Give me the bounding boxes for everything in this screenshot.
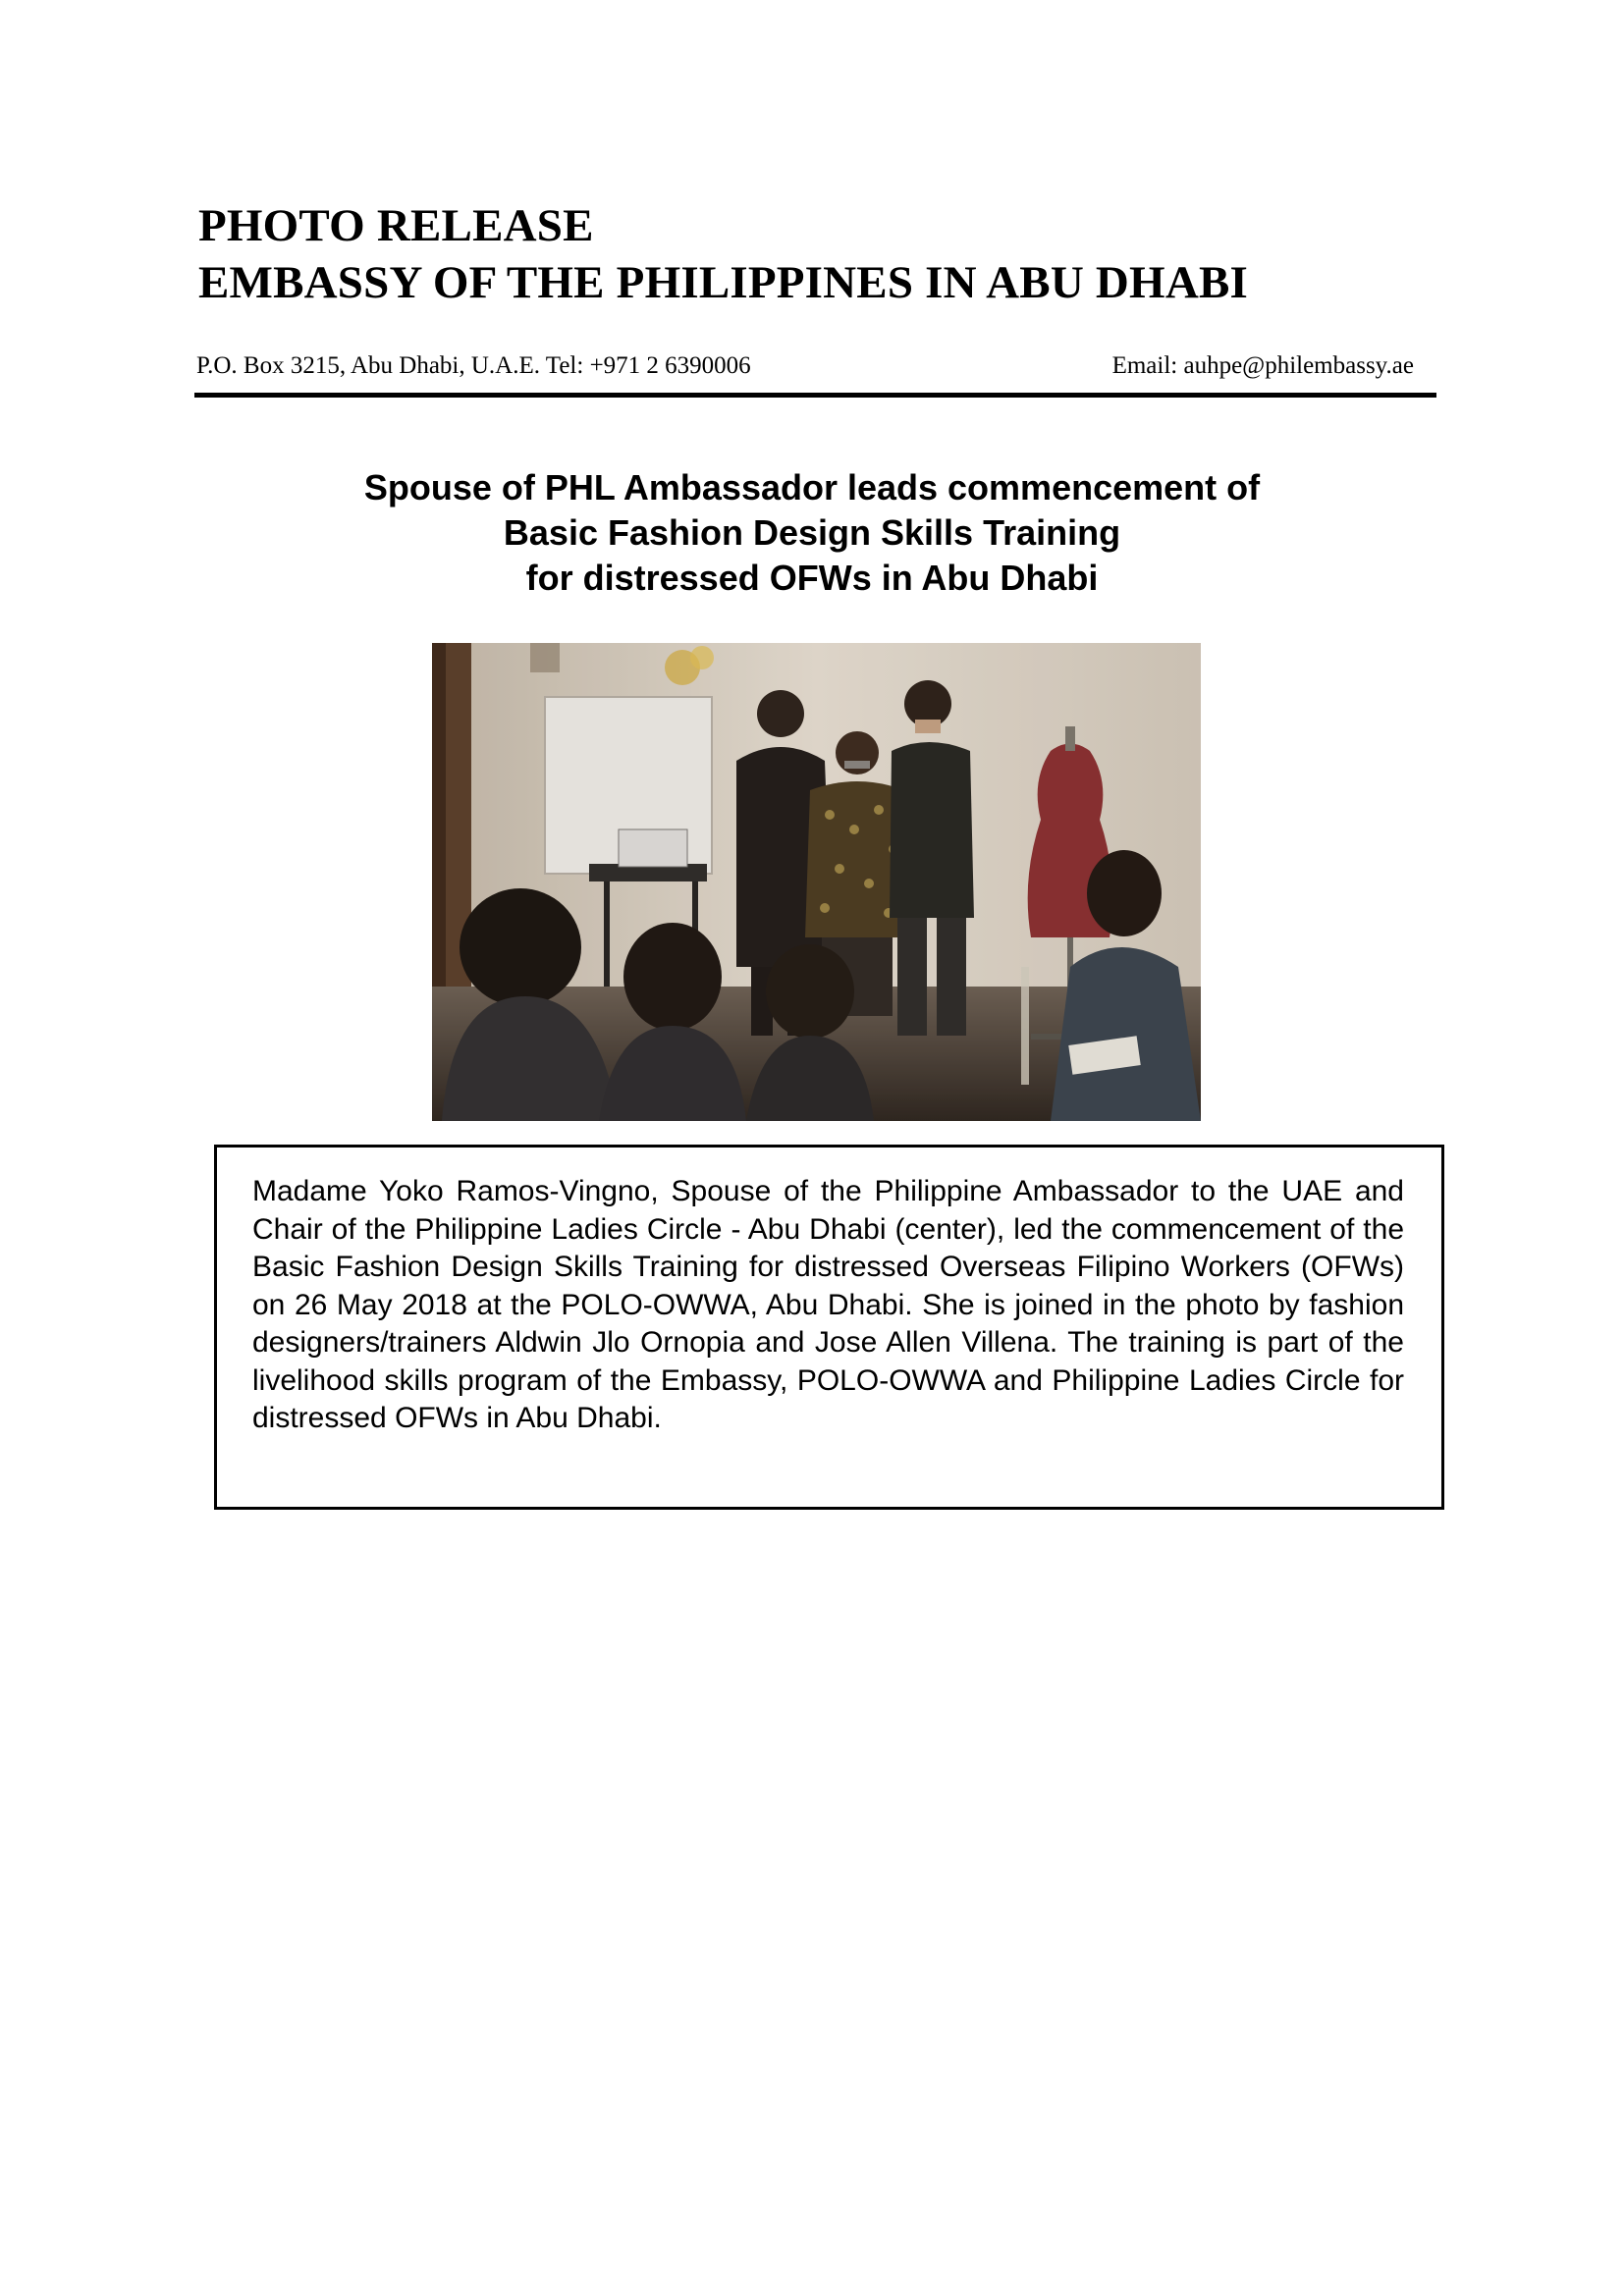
headline-line-3: for distressed OFWs in Abu Dhabi xyxy=(525,558,1099,598)
embassy-name-heading: EMBASSY OF THE PHILIPPINES IN ABU DHABI xyxy=(198,257,1248,308)
contact-email: Email: auhpe@philembassy.ae xyxy=(1111,352,1414,379)
headline-line-2: Basic Fashion Design Skills Training xyxy=(503,512,1121,553)
headline-line-1: Spouse of PHL Ambassador leads commencement of xyxy=(363,467,1261,507)
caption-box xyxy=(214,1145,1444,1510)
headline xyxy=(223,465,1401,601)
event-photo xyxy=(432,643,1201,1121)
caption-text: Madame Yoko Ramos-Vingno, Spouse of the Philippine Ambassador to the UAE and Chair of the Philippine Ladies Circle - Abu Dhabi (center), led the commencement of the Basic Fashion Design Skills Training for distressed Overseas Filipino Workers (OFWs) on 26 May 2018 at the POLO-OWWA, Abu Dhabi. She is joined in the photo by fashion designers/trainers Aldwin Jlo Ornopia and Jose Allen Villena. The training is part of the livelihood skills program of the Embassy, POLO-OWWA and Philippine Ladies Circle for distressed OFWs in Abu Dhabi. xyxy=(252,1175,1404,1434)
contact-address: P.O. Box 3215, Abu Dhabi, U.A.E. Tel: +971 2 6390006 xyxy=(196,352,751,379)
header-divider xyxy=(194,393,1436,398)
release-type-heading: PHOTO RELEASE xyxy=(198,200,594,251)
event-photo-illustration xyxy=(432,643,1201,1121)
